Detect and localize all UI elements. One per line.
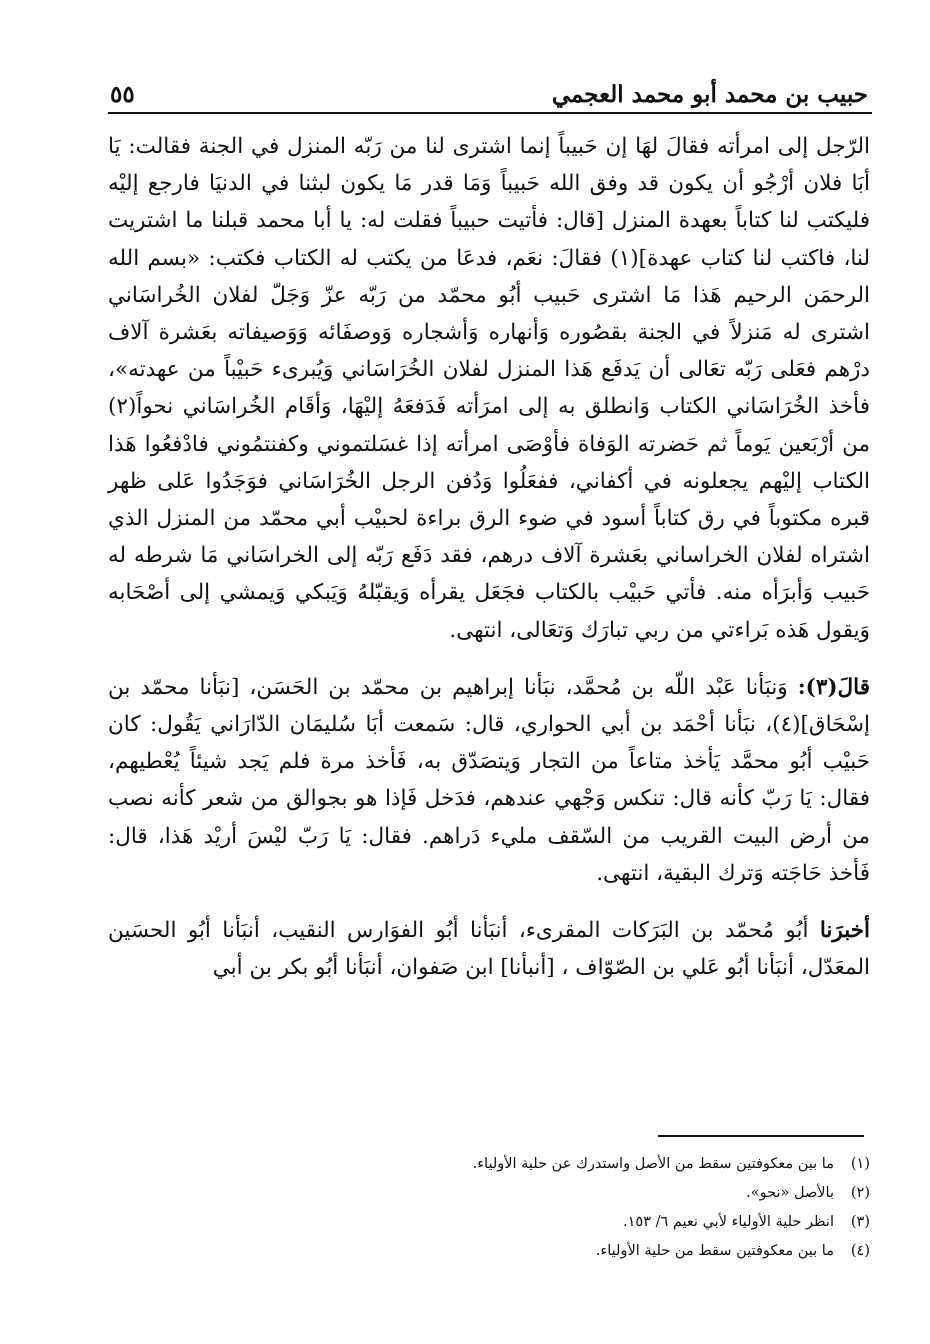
paragraph-text: الرّجل إلى امرأته فقالَ لهَا إن حَبيباً إنما اشترى لنا من رَبّه المنزل في الجنة فقالت: يَا أبَا فلان أرْجُو أن يكون قد وفق الله حَبيباً وَمَا قدر مَا يكون لبثنا في الدنيَا فارجع إليْه فليكتب لنا كتاباً بعهدة المنزل [قال: فأتيت حبيباً فقلت له: يا أبا محمد قبلنا ما اشتريت لنا، فاكتب لنا كتاب عهدة](١) فقالَ: نعَم، فدعَا من يكتب له الكتاب فكتب: «بسم الله الرحمَن الرحيم هَذا مَا اشترى حَبيب أبُو محمّد من رَبّه عزّ وَجَلّ لفلان الخُراسَاني اشترى له مَنزلاً في الجنة بقصُوره وَأنهاره وَأشجاره وَوصفَائه وَوَصيفاته بعَشرة آلاف درْهم فعَلى رَبّه تعَالى أن يَدفَع هَذا المنزل لفلان الخُرَاسَاني وَيُبرىء حَبيْباً من عهدته»، فأخذ الخُرَاسَاني الكتاب وَانطلق به إلى امرَأته فَدَفعَهُ إليْهَا، وَأقَام الخُراسَاني نحواً(٢) من أرْبَعين يَوماً ثم حَضرته الوَفاة فأوْصَى امرأته إذا غسَلتموني وكفنتمُوني فادْفعُوا هَذا الكتاب إليْهم يجعلونه في أكفاني، ففعَلُوا وَدُفن الرجل الخُرَاسَاني فوَجَدُوا عَلى ظهر قبره مكتوباً في رق كتاباً أسود في ضوء الرق براءة لحبيْب أبي محمّد من المنزل الذي اشتراه لفلان الخراساني بعَشرة آلاف درهم، فقد دَفَع رَبّه إلى الخراسَاني مَا شرطه له حَبيب وَأبرَأه منه. فأتي حَبيْب بالكتاب فجَعَل يقرأه وَيقبّلهُ وَيَبكي وَيمشي إلى أصْحَابه وَيقول هَذه بَراءتي من ربي تبارَك وَتعَالى، انتهى. (108, 134, 870, 643)
page-number: ٥٥ (110, 81, 135, 108)
footnote-rule (658, 1135, 864, 1137)
footnote (300, 1150, 870, 1179)
paragraph (108, 669, 870, 892)
footnote-number: (١) (850, 1156, 870, 1172)
footnote-number: (٣) (850, 1214, 870, 1230)
footnote-number: (٤) (850, 1243, 870, 1259)
running-header (110, 68, 868, 108)
paragraph-lead: قالَ(٣): (797, 674, 870, 700)
footnote (300, 1179, 870, 1208)
footnote-text: بالأصل «نحو». (746, 1185, 834, 1201)
footnote (300, 1237, 870, 1266)
footnotes (300, 1150, 870, 1266)
footnote-text: ما بين معكوفتين سقط من الأصل واستدرك عن حلية الأولياء. (472, 1156, 834, 1172)
footnote-text: ما بين معكوفتين سقط من حلية الأولياء. (595, 1243, 834, 1259)
footnote (300, 1208, 870, 1237)
header-rule (108, 112, 872, 114)
main-text (108, 128, 870, 986)
footnote-text: انظر حلية الأولياء لأبي نعيم ٦/ ١٥٣. (623, 1214, 834, 1230)
footnote-number: (٢) (850, 1185, 870, 1201)
chapter-title: حبيب بن محمد أبو محمد العجمي (551, 81, 868, 108)
paragraph (108, 128, 870, 649)
paragraph-text: وَنبَأنا عَبْد اللّه بن مُحمَّد، نبَأنا إبراهيم بن محمّد بن الحَسَن، [نبَأنا محمّد بن إسْحَاق](٤)، نبَأنا أحْمَد بن أبي الحواري، قال: سَمعت أبَا سُليمَان الدّارَاني يَقُول: كان حَبيْب أبُو محمَّد يَأخذ متاعاً من التجار وَيتصَدّق به، فَأخذ مرة فلم يَجد شيئاً يُعْطيهم، فقال: يَا رَبّ كأنه قال: تنكس وَجْهي عندهم، فدَخل فَإذا هو بجوالق من شعر كأنه نصب من أرض البيت القريب من السّقف مليء دَراهم. فقال: يَا رَبّ ليْسَ أريْد هَذا، قال: فَأخذ حَاجَته وَترك البقية، انتهى. (108, 674, 870, 886)
paragraph (108, 912, 870, 986)
paragraph-lead: أخبرَنا (819, 918, 870, 944)
paragraph-text: أبُو مُحمّد بن البَرَكات المقرىء، أنبَأنا أبُو الفوَارس النقيب، أنبَأنا أبُو الحسَين المعَدّل، أنبَأنا أبُو عَلي بن الصّوّاف ، [أنبأنا] ابن صَفوان، أنبَأنا أبُو بكر بن أبي (108, 918, 870, 981)
